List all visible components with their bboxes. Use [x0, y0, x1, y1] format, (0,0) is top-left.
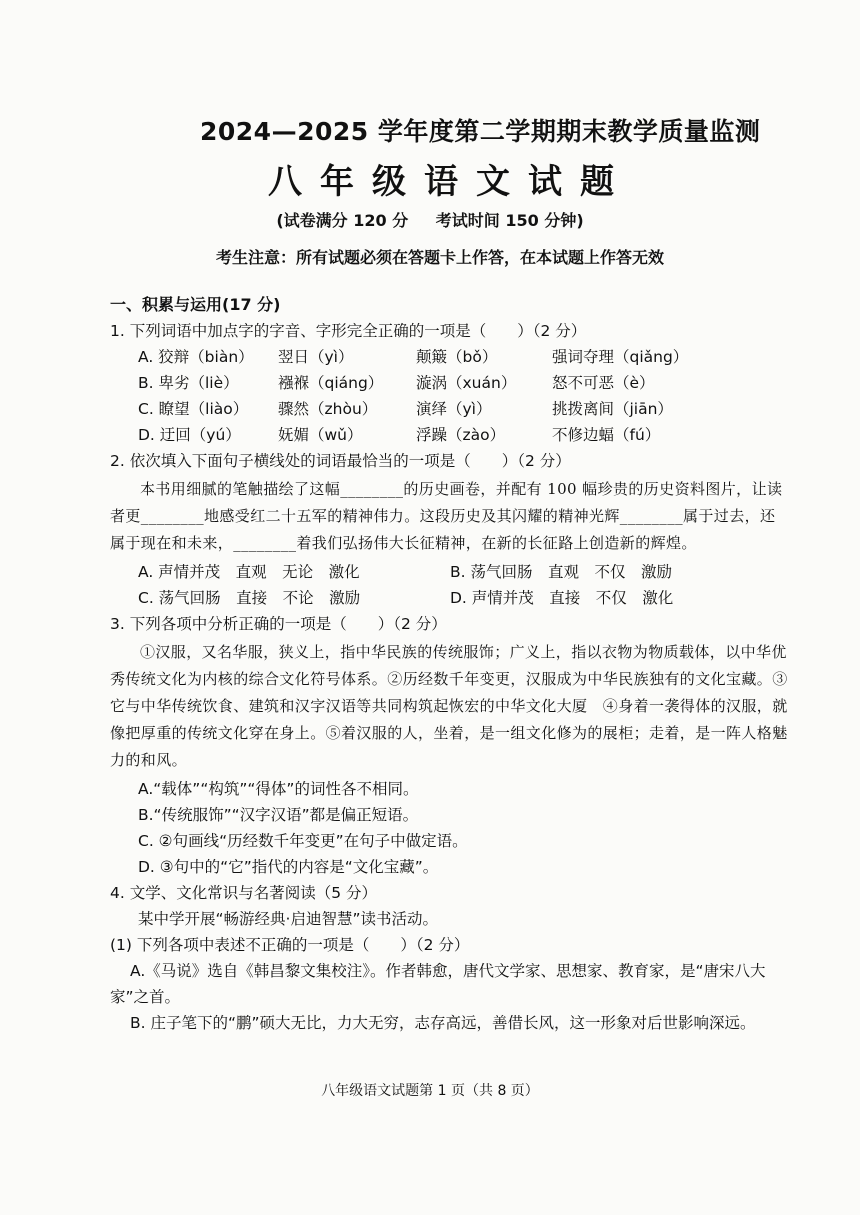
option-row — [110, 396, 790, 422]
option-cell: 演绎（yì） — [416, 400, 492, 418]
question-stem: 2. 依次填入下面句子横线处的词语最恰当的一项是（ ）（2 分） — [110, 452, 571, 470]
question-stem: 1. 下列词语中加点字的字音、字形完全正确的一项是（ ）（2 分） — [110, 322, 587, 340]
option-row — [110, 559, 790, 585]
question-stem: 3. 下列各项中分析正确的一项是（ ）（2 分） — [110, 615, 447, 633]
exam-period-title: 2024—2025 学年度第二学期期末教学质量监测 — [200, 117, 761, 146]
question-3 — [110, 611, 790, 880]
option-row — [110, 422, 790, 448]
section-title: 一、积累与运用(17 分) — [110, 295, 281, 314]
option-cell: 漩涡（xuán） — [416, 374, 517, 392]
option-b: B.“传统服饰”“汉字汉语”都是偏正短语。 — [138, 806, 419, 824]
option-cell: 强词夺理（qiǎng） — [552, 348, 689, 366]
page-footer: 八年级语文试题第 1 页（共 8 页） — [321, 1083, 539, 1099]
time-info: 考试时间 150 分钟) — [435, 211, 584, 230]
option-a: A.《马说》选自《韩昌黎文集校注》。作者韩愈，唐代文学家、思想家、教育家，是“唐宋八大家”之首。 — [110, 962, 766, 1006]
question-passage: 本书用细腻的笔触描绘了这幅________的历史画卷，并配有 100 幅珍贵的历史资料图片，让读者更________地感受红二十五军的精神伟力。这段历史及其闪耀的精神光辉________属于过去，还属于现在和未来，________着我们弘扬伟大长征精神，在新的长征路上创造新的辉煌。 — [110, 480, 783, 552]
exam-notice: 考生注意：所有试题必须在答题卡上作答，在本试题上作答无效 — [215, 248, 664, 267]
option-a: A.“载体”“构筑”“得体”的词性各不相同。 — [138, 780, 419, 798]
option-cell: 不修边蝠（fú） — [552, 426, 661, 444]
option-cell: 颠簸（bǒ） — [416, 348, 498, 366]
option-c: C. 荡气回肠 直接 不论 激励 — [138, 589, 361, 607]
option-cell: C. 瞭望（liào） — [138, 400, 249, 418]
question-4 — [110, 880, 790, 1036]
question-content — [110, 292, 790, 1036]
option-c: C. ②句画线“历经数千年变更”在句子中做定语。 — [138, 832, 468, 850]
option-a: A. 声情并茂 直观 无论 激化 — [138, 563, 360, 581]
exam-meta — [0, 208, 860, 231]
question-passage: ①汉服，又名华服，狭义上，指中华民族的传统服饰；广义上，指以衣物为物质载体，以中华优秀传统文化为内核的综合文化符号体系。②历经数千年变更，汉服成为中华民族独有的文化宝藏。③它与中华传统饮食、建筑和汉字汉语等共同构筑起恢宏的中华文化大厦 ④身着一袭得体的汉服，就像把厚重的传统文化穿在身上。⑤着汉服的人，坐着，是一组文化修为的展柜；走着，是一阵人格魅力的和风。 — [110, 643, 788, 769]
option-cell: 襁褓（qiáng） — [278, 374, 384, 392]
option-cell: A. 狡辩（biàn） — [138, 348, 254, 366]
option-cell: 骤然（zhòu） — [278, 400, 378, 418]
option-cell: B. 卑劣（liè） — [138, 374, 239, 392]
question-intro: 某中学开展“畅游经典·启迪智慧”读书活动。 — [138, 910, 438, 928]
option-row — [110, 344, 790, 370]
option-d: D. 声情并茂 直接 不仅 激化 — [450, 589, 674, 607]
option-cell: 妩媚（wǔ） — [278, 426, 363, 444]
option-b: B. 庄子笔下的“鹏”硕大无比，力大无穷，志存高远，善借长风，这一形象对后世影响深远。 — [130, 1014, 756, 1032]
exam-main-title: 八年级语文试题 — [268, 162, 632, 202]
option-cell: D. 迂回（yú） — [138, 426, 241, 444]
option-b: B. 荡气回肠 直观 不仅 激励 — [450, 563, 672, 581]
option-cell: 浮躁（zào） — [416, 426, 506, 444]
question-1 — [110, 318, 790, 448]
sub-question: (1) 下列各项中表述不正确的一项是（ ）（2 分） — [110, 936, 470, 954]
question-2 — [110, 448, 790, 611]
option-cell: 怒不可恶（è） — [552, 374, 655, 392]
option-cell: 翌日（yì） — [278, 348, 354, 366]
option-row — [110, 370, 790, 396]
question-stem: 4. 文学、文化常识与名著阅读（5 分） — [110, 884, 378, 902]
option-row — [110, 585, 790, 611]
score-info: (试卷满分 120 分 — [276, 211, 409, 230]
option-d: D. ③句中的“它”指代的内容是“文化宝藏”。 — [138, 858, 439, 876]
option-cell: 挑拨离间（jiān） — [552, 400, 673, 418]
